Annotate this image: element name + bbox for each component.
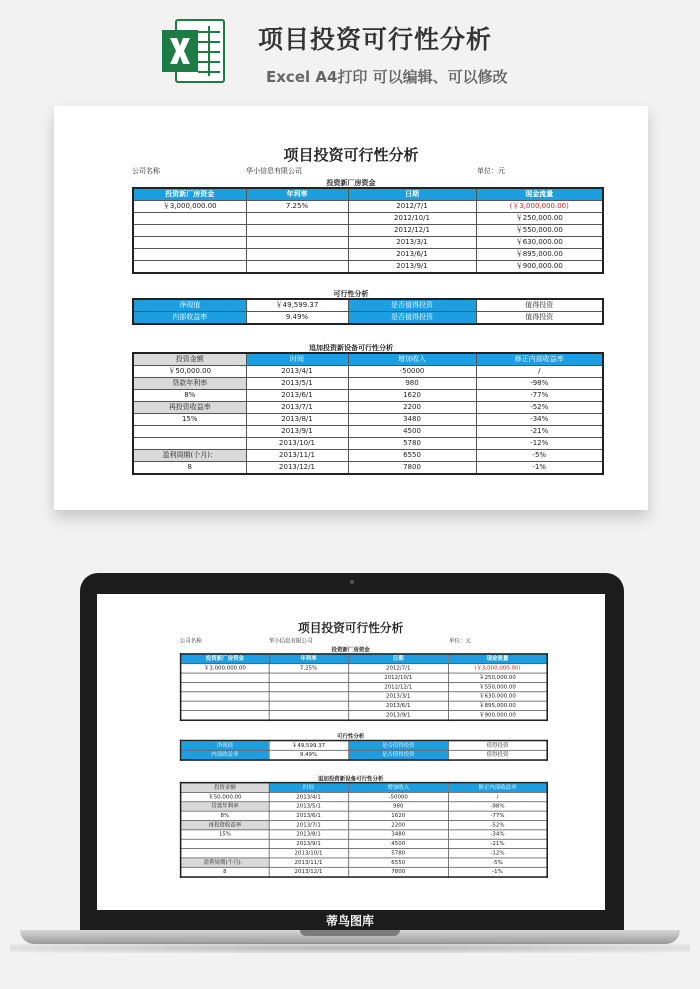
table-cell[interactable]: 2012/7/1 — [348, 664, 448, 673]
table-cell[interactable] — [181, 673, 269, 682]
table-row — [133, 462, 603, 475]
table-row — [133, 225, 603, 237]
table-cell[interactable]: -34% — [476, 414, 603, 426]
header-cell: 修正内部收益率 — [448, 783, 547, 793]
table-cell[interactable]: -5% — [476, 450, 603, 462]
table-row — [133, 390, 603, 402]
table-cell[interactable]: ￥900,000.00 — [476, 261, 603, 274]
laptop-screen — [97, 594, 605, 910]
table-cell[interactable] — [133, 225, 246, 237]
table-cell[interactable]: -50000 — [348, 792, 448, 801]
table-cell[interactable]: 2012/10/1 — [348, 673, 448, 682]
table-cell: 内部收益率 — [181, 750, 269, 760]
table-cell[interactable] — [246, 261, 348, 274]
table-row — [181, 692, 548, 701]
table-cell[interactable]: 2200 — [348, 402, 476, 414]
table-cell[interactable] — [269, 711, 349, 721]
table-cell: 净现值 — [133, 299, 246, 312]
table-cell[interactable]: 2013/12/1 — [269, 867, 349, 877]
table-cell[interactable]: -1% — [448, 867, 547, 877]
table-cell[interactable]: ￥550,000.00 — [448, 682, 547, 691]
table-cell[interactable]: 2013/9/1 — [246, 426, 348, 438]
table-cell[interactable]: ￥250,000.00 — [476, 213, 603, 225]
table-cell[interactable]: -98% — [476, 378, 603, 390]
table-cell[interactable] — [246, 237, 348, 249]
table-cell[interactable]: 2013/6/1 — [246, 390, 348, 402]
table-cell[interactable]: ￥49,599.37 — [269, 741, 349, 751]
table-cell[interactable]: 5780 — [348, 438, 476, 450]
doc-title: 项目投资可行性分析 — [297, 621, 404, 636]
table-cell[interactable]: 9.49% — [269, 750, 349, 760]
header-cell: 增加收入 — [348, 783, 448, 793]
doc-title: 项目投资可行性分析 — [283, 146, 419, 164]
table-row — [133, 237, 603, 249]
table-cell[interactable]: -5% — [448, 858, 547, 867]
company-label: 公司名称 — [132, 167, 160, 175]
table-cell[interactable]: 980 — [348, 802, 448, 811]
table-cell: 再投资收益率 — [181, 820, 269, 829]
table-cell[interactable] — [133, 426, 246, 438]
table-cell[interactable]: 2013/7/1 — [246, 402, 348, 414]
table-cell[interactable] — [246, 213, 348, 225]
table-cell[interactable] — [246, 225, 348, 237]
page-header — [0, 0, 700, 100]
table-cell[interactable]: ￥630,000.00 — [476, 237, 603, 249]
table-row — [133, 353, 603, 366]
table-cell: 贷款年利率 — [133, 378, 246, 390]
table-row — [133, 414, 603, 426]
table-cell[interactable] — [181, 849, 269, 858]
table-cell[interactable]: ￥630,000.00 — [448, 692, 547, 701]
header-cell: 投资金额 — [181, 783, 269, 793]
table-cell[interactable]: -77% — [448, 811, 547, 820]
section1-caption: 投资新厂房资金 — [326, 179, 376, 187]
header-cell: 投资金额 — [133, 353, 246, 366]
table-row — [181, 858, 548, 867]
table-cell[interactable]: 980 — [348, 378, 476, 390]
table-cell[interactable]: (￥3,000,000.00) — [476, 201, 603, 213]
table-cell[interactable]: -12% — [476, 438, 603, 450]
table-row — [133, 402, 603, 414]
table-cell[interactable]: 2013/6/1 — [348, 701, 448, 710]
table-row — [181, 811, 548, 820]
feasibility-table — [180, 740, 548, 761]
table-cell[interactable]: 15% — [181, 830, 269, 839]
table-cell: 是否值得投资 — [348, 741, 448, 751]
table-cell[interactable] — [269, 673, 349, 682]
table-row — [181, 802, 548, 811]
feasibility-table — [132, 298, 604, 325]
table-row — [133, 261, 603, 274]
table-cell[interactable]: 2013/9/1 — [269, 839, 349, 848]
table-cell[interactable]: ￥3,000,000.00 — [133, 201, 246, 213]
table-cell[interactable]: 2013/8/1 — [269, 830, 349, 839]
table-cell[interactable]: -52% — [448, 820, 547, 829]
table-cell: 贷款年利率 — [181, 802, 269, 811]
table-row — [181, 711, 548, 721]
table-cell[interactable]: 8 — [133, 462, 246, 475]
table-row — [181, 867, 548, 877]
section3-caption: 追加投资新设备可行性分析 — [309, 344, 393, 352]
table-cell[interactable]: 值得投资 — [476, 312, 603, 325]
header-cell: 现金流量 — [476, 188, 603, 201]
table-cell[interactable]: 2013/3/1 — [348, 692, 448, 701]
table-cell[interactable]: 8% — [181, 811, 269, 820]
company-name: 华小信息有限公司 — [246, 167, 302, 175]
table-row — [181, 830, 548, 839]
table-cell[interactable]: 2013/9/1 — [348, 261, 476, 274]
page-subtitle: Excel A4打印 可以编辑、可以修改 — [266, 68, 508, 86]
table-cell[interactable]: 2012/12/1 — [348, 682, 448, 691]
equipment-table — [132, 352, 604, 475]
table-cell[interactable]: 4500 — [348, 426, 476, 438]
document-preview — [54, 106, 648, 510]
table-cell[interactable] — [181, 839, 269, 848]
table-cell[interactable] — [133, 261, 246, 274]
page-title: 项目投资可行性分析 — [258, 25, 493, 54]
table-row — [133, 312, 603, 325]
table-cell[interactable]: 2012/10/1 — [348, 213, 476, 225]
table-row — [133, 438, 603, 450]
excel-icon — [160, 18, 226, 84]
section2-caption: 可行性分析 — [333, 290, 369, 298]
table-cell: 内部收益率 — [133, 312, 246, 325]
table-cell[interactable]: 2013/4/1 — [246, 366, 348, 378]
table-cell[interactable]: -1% — [476, 462, 603, 475]
table-cell[interactable]: 2012/12/1 — [348, 225, 476, 237]
table-cell[interactable] — [181, 692, 269, 701]
table-cell: 是否值得投资 — [348, 750, 448, 760]
section1-caption: 投资新厂房资金 — [331, 646, 370, 654]
table-cell[interactable] — [269, 692, 349, 701]
table-cell[interactable]: -12% — [448, 849, 547, 858]
table-cell[interactable]: 9.49% — [246, 312, 348, 325]
table-cell[interactable] — [133, 237, 246, 249]
header-cell: 时间 — [269, 783, 349, 793]
table-cell[interactable]: 7800 — [348, 462, 476, 475]
table-row — [181, 750, 548, 760]
table-cell[interactable]: 3480 — [348, 830, 448, 839]
section2-caption: 可行性分析 — [337, 733, 365, 740]
table-row — [133, 249, 603, 261]
table-cell[interactable]: / — [448, 792, 547, 801]
table-cell[interactable]: 2013/11/1 — [246, 450, 348, 462]
table-cell[interactable] — [133, 249, 246, 261]
spreadsheet — [54, 106, 648, 510]
table-row — [181, 849, 548, 858]
table-row — [181, 682, 548, 691]
table-row — [181, 820, 548, 829]
laptop-spreadsheet — [119, 594, 582, 905]
table-row — [133, 213, 603, 225]
table-cell[interactable]: 5780 — [348, 849, 448, 858]
table-cell[interactable]: 2013/7/1 — [269, 820, 349, 829]
table-cell[interactable]: 值得投资 — [448, 750, 547, 760]
table-cell[interactable]: 8% — [133, 390, 246, 402]
laptop-notch — [300, 930, 400, 936]
table-row — [181, 664, 548, 673]
header-cell: 时间 — [246, 353, 348, 366]
table-row — [133, 426, 603, 438]
table-cell[interactable]: 6550 — [348, 450, 476, 462]
equipment-table — [180, 782, 548, 878]
table-cell[interactable]: -77% — [476, 390, 603, 402]
unit-label: 单位：元 — [448, 637, 471, 644]
table-cell[interactable] — [246, 249, 348, 261]
table-cell[interactable]: -98% — [448, 802, 547, 811]
investment-table — [180, 653, 548, 721]
table-cell[interactable]: 2013/3/1 — [348, 237, 476, 249]
unit-label: 单位：元 — [477, 167, 505, 175]
table-cell[interactable]: ￥900,000.00 — [448, 711, 547, 721]
table-cell[interactable]: 2013/10/1 — [269, 849, 349, 858]
table-row — [181, 839, 548, 848]
camera-dot — [350, 580, 354, 584]
table-cell[interactable] — [133, 213, 246, 225]
header-cell: 日期 — [348, 654, 448, 664]
table-cell[interactable]: ￥250,000.00 — [448, 673, 547, 682]
table-cell[interactable]: 2013/5/1 — [269, 802, 349, 811]
table-cell: 净现值 — [181, 741, 269, 751]
table-cell: 盈利周期(个月)： — [181, 858, 269, 867]
table-cell[interactable] — [181, 682, 269, 691]
company-label: 公司名称 — [179, 637, 202, 644]
table-cell[interactable]: 2013/6/1 — [348, 249, 476, 261]
table-cell[interactable]: 7.25% — [246, 201, 348, 213]
table-cell[interactable]: 2013/4/1 — [269, 792, 349, 801]
table-cell[interactable]: 7800 — [348, 867, 448, 877]
table-cell[interactable]: -21% — [448, 839, 547, 848]
header-cell: 投资新厂房资金 — [133, 188, 246, 201]
table-cell[interactable]: / — [476, 366, 603, 378]
table-row — [133, 450, 603, 462]
table-cell[interactable]: 1620 — [348, 811, 448, 820]
table-cell[interactable]: 15% — [133, 414, 246, 426]
investment-table — [132, 187, 604, 274]
laptop-shadow — [10, 943, 690, 953]
table-cell[interactable]: -50000 — [348, 366, 476, 378]
table-cell[interactable]: ￥50,000.00 — [181, 792, 269, 801]
watermark: 蒂鸟图库 — [325, 914, 374, 928]
table-cell[interactable]: -52% — [476, 402, 603, 414]
table-row — [181, 701, 548, 710]
table-cell: 盈利周期(个月)： — [133, 450, 246, 462]
table-cell[interactable]: -34% — [448, 830, 547, 839]
table-cell[interactable]: 2013/12/1 — [246, 462, 348, 475]
table-cell: 再投资收益率 — [133, 402, 246, 414]
table-cell[interactable]: 2013/11/1 — [269, 858, 349, 867]
table-row — [181, 741, 548, 751]
table-cell[interactable]: 4500 — [348, 839, 448, 848]
table-cell[interactable]: 2013/5/1 — [246, 378, 348, 390]
company-name: 华小信息有限公司 — [268, 637, 313, 644]
table-cell[interactable]: 8 — [181, 867, 269, 877]
table-cell[interactable] — [269, 701, 349, 710]
table-cell[interactable] — [181, 701, 269, 710]
header-cell: 日期 — [348, 188, 476, 201]
table-cell[interactable]: 2013/6/1 — [269, 811, 349, 820]
header-cell: 年利率 — [269, 654, 349, 664]
table-cell[interactable]: 2013/8/1 — [246, 414, 348, 426]
table-cell[interactable]: (￥3,000,000.00) — [448, 664, 547, 673]
table-cell[interactable]: -21% — [476, 426, 603, 438]
table-cell[interactable]: 1620 — [348, 390, 476, 402]
table-row — [133, 299, 603, 312]
header-cell: 增加收入 — [348, 353, 476, 366]
table-row — [133, 366, 603, 378]
table-cell[interactable]: 2013/10/1 — [246, 438, 348, 450]
table-cell[interactable]: 7.25% — [269, 664, 349, 673]
table-row — [133, 378, 603, 390]
section3-caption: 追加投资新设备可行性分析 — [317, 775, 384, 782]
table-cell[interactable]: 6550 — [348, 858, 448, 867]
table-cell[interactable] — [181, 711, 269, 721]
header-cell: 年利率 — [246, 188, 348, 201]
header-cell: 现金流量 — [448, 654, 547, 664]
header-cell: 修正内部收益率 — [476, 353, 603, 366]
table-cell[interactable]: 值得投资 — [476, 299, 603, 312]
table-cell[interactable]: ￥895,000.00 — [448, 701, 547, 710]
table-cell: 是否值得投资 — [348, 299, 476, 312]
header-cell: 投资新厂房资金 — [181, 654, 269, 664]
table-cell[interactable]: ￥49,599.37 — [246, 299, 348, 312]
table-cell[interactable]: ￥895,000.00 — [476, 249, 603, 261]
table-row — [133, 201, 603, 213]
table-cell[interactable]: 3480 — [348, 414, 476, 426]
table-cell[interactable]: ￥3,000,000.00 — [181, 664, 269, 673]
table-row — [181, 783, 548, 793]
table-cell[interactable]: 2200 — [348, 820, 448, 829]
table-cell[interactable]: 2012/7/1 — [348, 201, 476, 213]
table-cell[interactable]: ￥550,000.00 — [476, 225, 603, 237]
table-cell[interactable]: 值得投资 — [448, 741, 547, 751]
table-cell[interactable] — [269, 682, 349, 691]
table-row — [181, 792, 548, 801]
table-cell[interactable]: 2013/9/1 — [348, 711, 448, 721]
table-row — [181, 673, 548, 682]
table-cell[interactable] — [133, 438, 246, 450]
table-cell[interactable]: ￥50,000.00 — [133, 366, 246, 378]
table-cell: 是否值得投资 — [348, 312, 476, 325]
